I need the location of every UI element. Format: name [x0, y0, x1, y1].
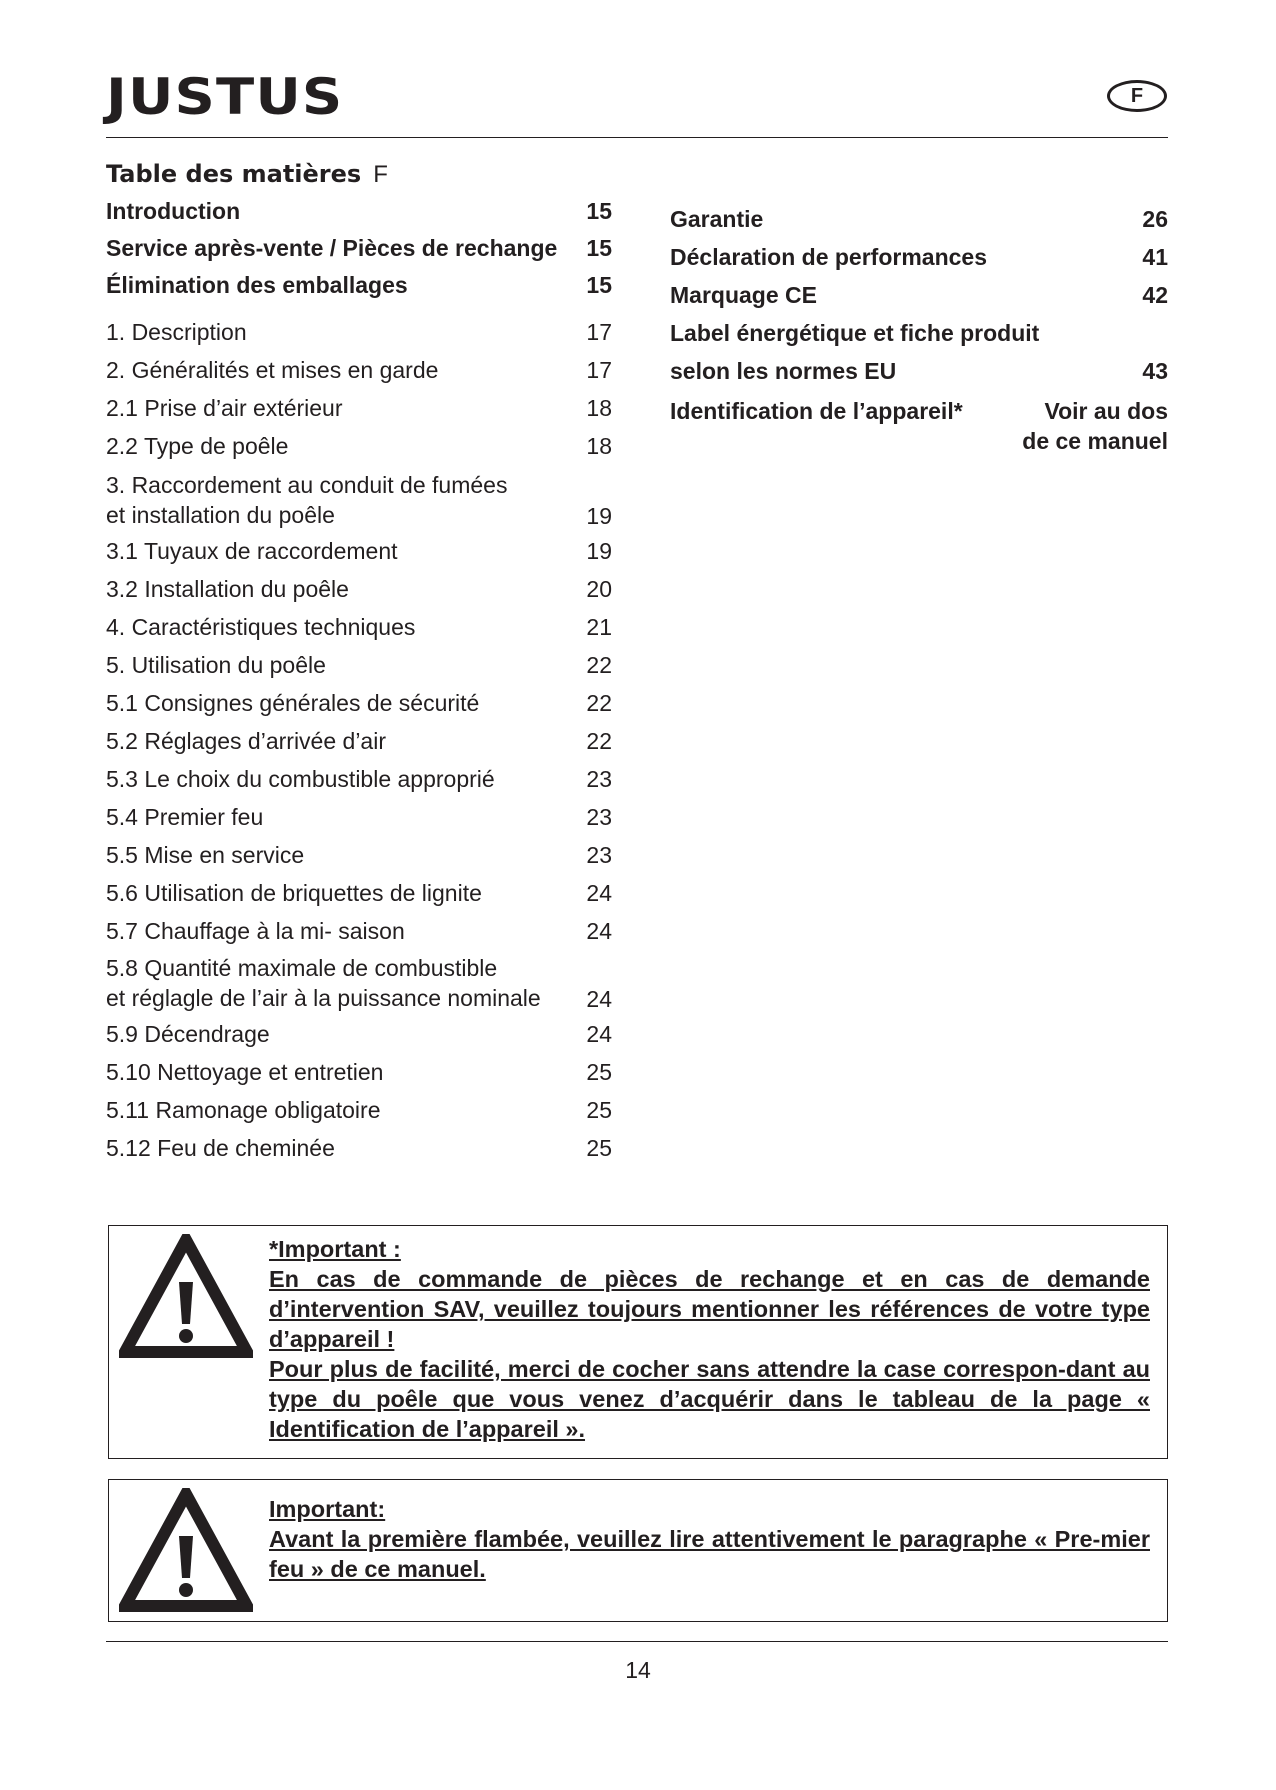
toc-entry-page-line: 41 — [1142, 244, 1168, 270]
toc-entry-page-line: 18 — [586, 395, 612, 421]
toc-entry-page-line: 24 — [586, 1021, 612, 1047]
warning-box-first-fire — [108, 1479, 1168, 1622]
toc-entry — [670, 320, 1168, 347]
toc-entry-label-line: Marquage CE — [670, 282, 817, 308]
toc-entry-page-line: 43 — [1142, 358, 1168, 384]
toc-entry-page-line: 22 — [586, 652, 612, 678]
warning-text-first-fire — [269, 1494, 1150, 1584]
toc-entry-label-line: 2.1 Prise d’air extérieur — [106, 395, 343, 421]
toc-entry-label-line: 5. Utilisation du poêle — [106, 652, 326, 678]
toc-entry-label-line: 1. Description — [106, 319, 247, 345]
toc-entry-label — [106, 766, 586, 793]
toc-entry-label — [106, 319, 586, 346]
toc-entry-page — [586, 614, 612, 641]
toc-entry-page-line: 23 — [586, 842, 612, 868]
toc-entry-label-line: 5.11 Ramonage obligatoire — [106, 1097, 381, 1123]
toc-entry-label — [106, 235, 586, 262]
warning-text-parts — [269, 1234, 1150, 1444]
toc-entry-page-line: 25 — [586, 1097, 612, 1123]
toc-entry-label — [106, 614, 586, 641]
toc-entry-label — [670, 244, 1142, 271]
toc-entry-page — [586, 652, 612, 679]
toc-entry-label-line: 2.2 Type de poêle — [106, 433, 289, 459]
toc-entry-page — [586, 842, 612, 869]
toc-entry-page — [586, 272, 612, 299]
toc-entry-label — [670, 282, 1142, 309]
toc-entry-page-line: 25 — [586, 1135, 612, 1161]
toc-entry — [106, 1021, 612, 1048]
toc-entry-label — [106, 1059, 586, 1086]
toc-entry — [106, 804, 612, 831]
toc-entry-label-line: 4. Caractéristiques techniques — [106, 614, 416, 640]
toc-entry-label-line: et réglagle de l’air à la puissance nominale — [106, 985, 541, 1011]
toc-entry-page-line: 18 — [586, 433, 612, 459]
toc-entry-page — [586, 728, 612, 755]
toc-entry-label-line: Élimination des emballages — [106, 272, 408, 298]
toc-entry-page-line: Voir au dos — [1044, 398, 1168, 424]
toc-entry — [106, 433, 612, 460]
toc-entry — [670, 244, 1168, 271]
toc-entry-label — [106, 198, 586, 225]
toc-entry — [106, 576, 612, 603]
toc-entry-label-line: 5.10 Nettoyage et entretien — [106, 1059, 384, 1085]
toc-entry-page — [586, 235, 612, 262]
toc-entry-page — [586, 1135, 612, 1162]
toc-entry — [106, 953, 612, 1013]
toc-entry-page — [586, 880, 612, 907]
warning-heading: *Important : — [269, 1236, 401, 1262]
toc-entry-page — [1142, 358, 1168, 385]
toc-entry-label — [106, 538, 586, 565]
toc-entry-page — [1022, 396, 1168, 456]
toc-entry-page — [586, 576, 612, 603]
warning-heading: Important: — [269, 1496, 386, 1522]
toc-entry-page — [586, 766, 612, 793]
toc-entry-label-line: Garantie — [670, 206, 764, 232]
toc-entry-page — [1142, 206, 1168, 233]
warning-triangle-icon — [119, 1234, 253, 1358]
toc-entry-label — [106, 272, 586, 299]
toc-entry — [106, 766, 612, 793]
warning-paragraph: En cas de commande de pièces de rechange et en cas de demande d’intervention SAV, veuillez toujours mentionner les références de votre type d’appareil ! — [269, 1266, 1150, 1352]
toc-entry-label-line: Identification de l’appareil* — [670, 398, 963, 424]
toc-entry — [106, 842, 612, 869]
toc-entry-page-line: 15 — [586, 235, 612, 261]
toc-entry-label-line: 5.9 Décendrage — [106, 1021, 270, 1047]
toc-entry-label-line: 5.4 Premier feu — [106, 804, 264, 830]
toc-title-suffix: F — [373, 161, 388, 188]
page-number: 14 — [625, 1657, 651, 1683]
toc-entry-label-line: 5.2 Réglages d’arrivée d’air — [106, 728, 386, 754]
toc-title — [106, 160, 388, 189]
toc-entry-page — [586, 918, 612, 945]
toc-entry-label-line: 5.8 Quantité maximale de combustible — [106, 955, 498, 981]
toc-entry-label — [106, 433, 586, 460]
toc-entry-label — [106, 1135, 586, 1162]
toc-entry — [106, 614, 612, 641]
toc-left-column — [106, 198, 612, 1162]
toc-entry-page-line: 19 — [586, 503, 612, 529]
toc-entry — [670, 396, 1168, 456]
language-badge: F — [1107, 80, 1167, 112]
toc-entry-label — [106, 880, 586, 907]
toc-entry-label-line: Déclaration de performances — [670, 244, 988, 270]
toc-entry-label — [106, 357, 586, 384]
toc-entry — [106, 470, 612, 530]
warning-paragraph: Avant la première flambée, veuillez lire attentivement le paragraphe « Pre-mier feu » de ce manuel. — [269, 1526, 1150, 1582]
toc-entry-page-line: 22 — [586, 690, 612, 716]
toc-entry-page-line: 17 — [586, 357, 612, 383]
toc-entry-label — [106, 918, 586, 945]
warning-box-parts — [108, 1225, 1168, 1459]
toc-entry — [106, 1059, 612, 1086]
warning-paragraph: Pour plus de facilité, merci de cocher sans attendre la case correspon-dant au type du poêle que vous venez d’acquérir dans le tableau de la page « Identification de l’appareil ». — [269, 1356, 1150, 1442]
brand-logo: JUSTUS — [106, 68, 344, 126]
toc-entry — [106, 357, 612, 384]
toc-entry-page-line: 15 — [586, 272, 612, 298]
toc-entry-page — [1142, 244, 1168, 271]
toc-entry-label-line: 5.5 Mise en service — [106, 842, 305, 868]
toc-entry-page-line: 42 — [1142, 282, 1168, 308]
toc-entry — [670, 282, 1168, 309]
toc-entry-label-line: selon les normes EU — [670, 358, 897, 384]
toc-entry-page-line: 24 — [586, 880, 612, 906]
toc-entry-label — [106, 576, 586, 603]
toc-entry-page — [586, 357, 612, 384]
toc-entry-label-line: 5.12 Feu de cheminée — [106, 1135, 335, 1161]
toc-entry — [106, 538, 612, 565]
toc-entry — [106, 198, 612, 225]
toc-entry — [106, 652, 612, 679]
toc-entry-label — [106, 470, 586, 530]
toc-entry-label-line: Service après-vente / Pièces de rechange — [106, 235, 558, 261]
toc-entry-page — [586, 1097, 612, 1124]
toc-entry-label — [106, 652, 586, 679]
toc-entry-page — [586, 986, 612, 1013]
toc-entry-label — [670, 206, 1142, 233]
toc-entry-page — [586, 433, 612, 460]
toc-entry — [106, 1097, 612, 1124]
toc-entry-label — [106, 1097, 586, 1124]
toc-entry — [106, 728, 612, 755]
toc-entry — [106, 319, 612, 346]
toc-entry-label-line: Introduction — [106, 198, 241, 224]
toc-entry-label — [106, 953, 586, 1013]
toc-entry-page — [1142, 282, 1168, 309]
toc-entry-page — [586, 538, 612, 565]
toc-entry — [670, 358, 1168, 385]
toc-entry-page — [586, 1021, 612, 1048]
toc-entry-label-line: 5.6 Utilisation de briquettes de lignite — [106, 880, 482, 906]
toc-entry-label — [106, 842, 586, 869]
toc-entry-page-line: 24 — [586, 918, 612, 944]
toc-entry-page — [586, 1059, 612, 1086]
toc-entry-label — [106, 804, 586, 831]
toc-entry — [106, 272, 612, 299]
toc-right-column — [670, 206, 1168, 456]
toc-entry-page-line: 20 — [586, 576, 612, 602]
toc-entry-page-line: 24 — [586, 986, 612, 1012]
toc-entry-label — [670, 320, 1168, 347]
toc-entry-page-line: 23 — [586, 804, 612, 830]
toc-entry — [670, 206, 1168, 233]
toc-entry — [106, 918, 612, 945]
toc-entry-page — [586, 319, 612, 346]
toc-entry-label-line: Label énergétique et fiche produit — [670, 320, 1040, 346]
toc-entry-label — [670, 396, 1022, 426]
toc-entry-page-line: 25 — [586, 1059, 612, 1085]
toc-entry — [106, 395, 612, 422]
toc-entry-label-line: 3.1 Tuyaux de raccordement — [106, 538, 398, 564]
toc-entry-label — [106, 395, 586, 422]
toc-title-text: Table des matières — [106, 160, 362, 188]
toc-entry-page — [586, 395, 612, 422]
toc-entry — [106, 690, 612, 717]
toc-entry-page-line: 26 — [1142, 206, 1168, 232]
toc-entry-label-line: et installation du poêle — [106, 502, 335, 528]
warning-triangle-icon — [119, 1488, 253, 1612]
footer-divider — [106, 1641, 1168, 1642]
toc-entry-page-line: 21 — [586, 614, 612, 640]
toc-entry-label — [106, 728, 586, 755]
toc-entry-label-line: 5.7 Chauffage à la mi- saison — [106, 918, 405, 944]
toc-entry-page-line: 19 — [586, 538, 612, 564]
toc-entry-label-line: 2. Généralités et mises en garde — [106, 357, 439, 383]
toc-entry-page-line: 23 — [586, 766, 612, 792]
toc-entry — [106, 235, 612, 262]
toc-entry-label-line: 5.1 Consignes générales de sécurité — [106, 690, 480, 716]
toc-entry-page-line: 15 — [586, 198, 612, 224]
toc-entry-label-line: 5.3 Le choix du combustible approprié — [106, 766, 495, 792]
toc-entry-label — [106, 1021, 586, 1048]
toc-entry-page-line: de ce manuel — [1022, 428, 1168, 454]
toc-entry-page-line: 17 — [586, 319, 612, 345]
toc-entry-page — [586, 804, 612, 831]
toc-entry-page-line: 22 — [586, 728, 612, 754]
toc-entry-page — [586, 198, 612, 225]
toc-entry-label-line: 3. Raccordement au conduit de fumées — [106, 472, 508, 498]
toc-entry — [106, 1135, 612, 1162]
toc-entry-page — [586, 503, 612, 530]
toc-entry — [106, 880, 612, 907]
header-divider — [106, 137, 1168, 138]
toc-entry-label — [670, 358, 1142, 385]
toc-entry-page — [586, 690, 612, 717]
toc-entry-label — [106, 690, 586, 717]
toc-entry-label-line: 3.2 Installation du poêle — [106, 576, 349, 602]
